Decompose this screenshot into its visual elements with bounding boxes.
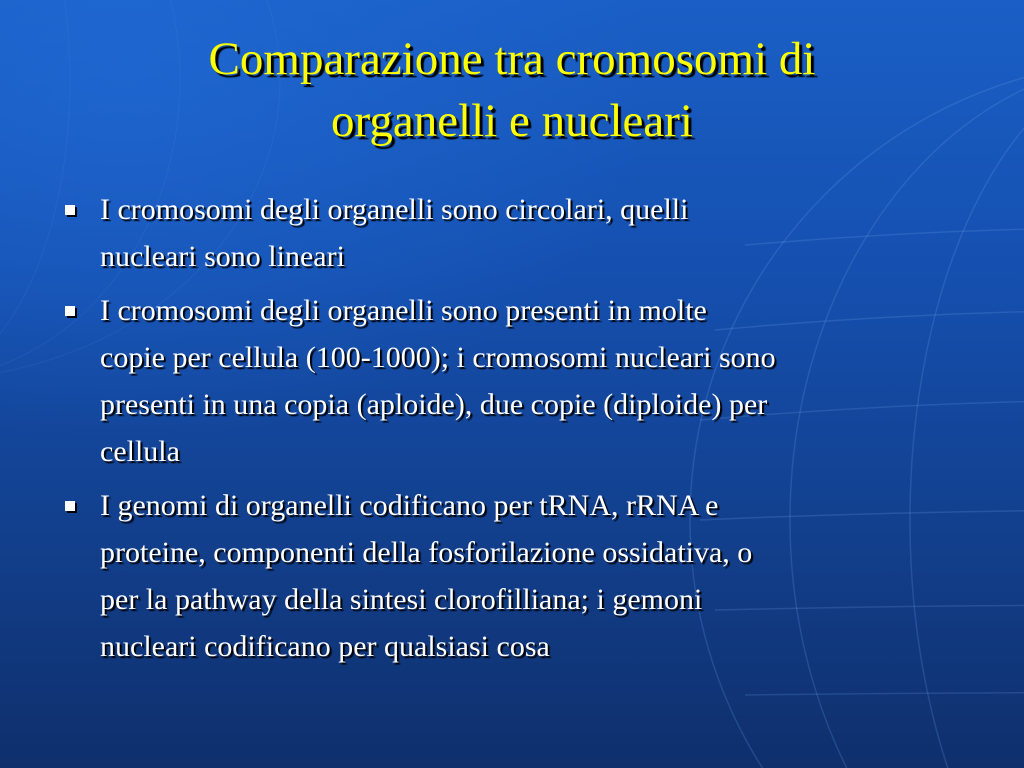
title-line-1: Comparazione tra cromosomi di	[208, 33, 816, 85]
slide-title	[60, 28, 964, 152]
bullet-item	[62, 482, 962, 670]
bullet-list	[62, 186, 962, 677]
square-bullet-icon	[65, 205, 75, 215]
bullet-line: nucleari sono lineari	[100, 240, 345, 273]
bullet-line: I cromosomi degli organelli sono circolari, quelli	[100, 193, 689, 226]
bullet-item	[62, 186, 962, 280]
bullet-line: proteine, componenti della fosforilazione ossidativa, o	[100, 536, 753, 569]
title-line-2: organelli e nucleari	[331, 95, 693, 147]
bullet-line: presenti in una copia (aploide), due copie (diploide) per	[100, 388, 768, 421]
square-bullet-icon	[65, 306, 75, 316]
bullet-line: I cromosomi degli organelli sono presenti in molte	[100, 294, 707, 327]
bullet-line: copie per cellula (100-1000); i cromosomi nucleari sono	[100, 341, 776, 374]
bullet-item	[62, 287, 962, 475]
bullet-line: per la pathway della sintesi clorofilliana; i gemoni	[100, 583, 703, 616]
square-bullet-icon	[65, 501, 75, 511]
bullet-line: I genomi di organelli codificano per tRNA, rRNA e	[100, 489, 719, 522]
bullet-line: cellula	[100, 435, 180, 468]
bullet-line: nucleari codificano per qualsiasi cosa	[100, 630, 550, 663]
